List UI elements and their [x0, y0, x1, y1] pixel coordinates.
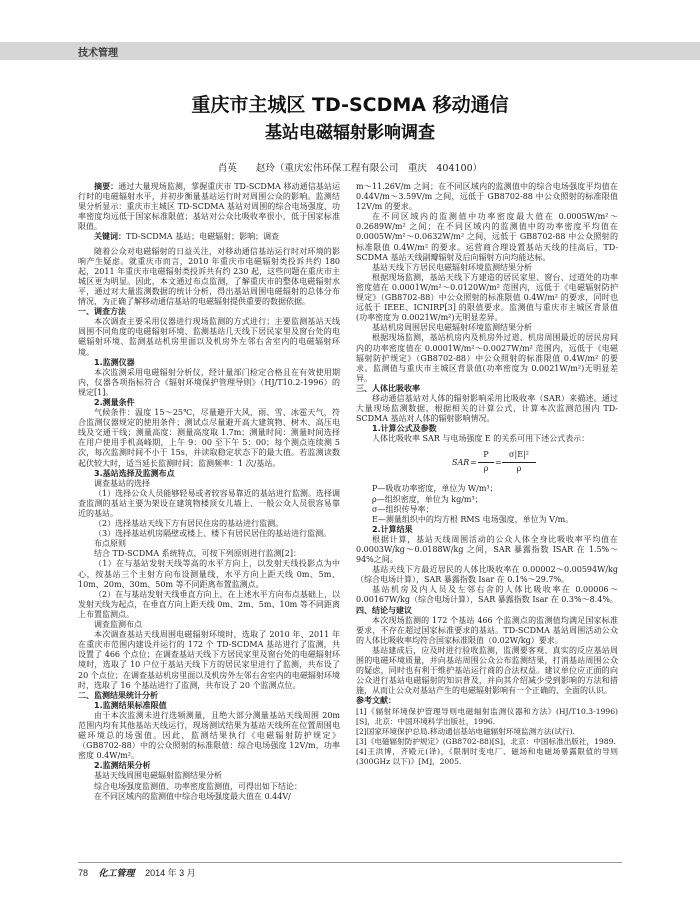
formula-denominator: ρ [483, 463, 489, 473]
sar-formula [356, 446, 618, 482]
subsection-heading: 2.计算结果 [372, 524, 413, 534]
paragraph: 本次监测采用电磁辐射分析仪，经计量部门检定合格且在有效使用期内，仪器各项指标符合《辐射环境保护管理导则》（HJ/T10.2-1996）的规定[1]。 [78, 367, 340, 397]
article-title-line1: 重庆市主城区 TD-SCDMA 移动通信 [191, 94, 509, 116]
reference-item: [1]《辐射环境保护管理导则电磁辐射监测仪器和方法》(HJ/T10.3-1996)[S]，北京：中国环境科学出版社，1996. [356, 706, 618, 726]
paragraph: 基站建成后，应及时进行验收监测，监测要客观、真实的反应基站周围的电磁环境质量，并向基站周围公众公布监测结果，打消基站周围公众的疑虑，同时也有利于维护基站运行商的合法权益。建议单位应正面的向公众进行基站电磁辐射的知识普及，并向其介绍减少受到影响的方法和措施，从而让公众对基站产生的电磁辐射影响有一个正确的、全面的认识。 [356, 645, 618, 696]
paragraph: 移动通信基站对人体的辐射影响采用比吸收率（SAR）来描述。通过大量现场监测数据，根据相关的计算公式，计算本次监测范围内 TD-SCDMA 基站对人体的辐射影响情况。 [356, 393, 618, 424]
section-heading: 四、结论与建议 [356, 605, 412, 615]
variable-definition: ρ—组织密度，单位为 kg/m³； [372, 494, 483, 504]
paragraph: 基站机房周围居民电磁辐射环境监测结果分析 [372, 323, 532, 333]
paragraph: 本次调查主要采用仪器进行现场监测的方式进行；主要监测基站天线周围不同角度的电磁辐射环境、监测基站几天线下居民家里及窗台处的电磁辐射环境、监测基站机房里面以及机房外左邻右舍室内的电磁辐射环境。 [78, 317, 340, 357]
article-title-line2: 基站电磁辐射影响调查 [265, 123, 435, 143]
abstract [78, 182, 340, 232]
paragraph: 根据现场监测，基站机房内及机房外过道、机房周围最近的居民房间内的功率密度值在 0.0001W/m²～0.0027W/m² 范围内，远低于《电磁辐射防护规定》（GB8702-88）中公众照射的标准限值 0.4W/m² 的要求。监测值与重庆市主城区背景值(功率密度为 0.0021W/m²)无明显差异。 [356, 333, 618, 383]
subsection-heading: 1.监测结果标准限值 [94, 700, 167, 710]
paragraph: 基站天线下方居民电磁辐射环境监测结果分析 [372, 262, 532, 272]
paragraph: 人体比吸收率 SAR 与电场强度 E 的关系可用下述公式表示： [372, 434, 590, 444]
paragraph: 由于本次监测未进行选频测量，且绝大部分测量基站天线周围 20m 范围内均有其他基站天线运行，现场测试结果为基站天线所在位置周围电磁环境总的场强值。因此，监测结果执行《电磁辐射防护规定》（GB8702-88）中的公众照射的标准限值：综合电场强度 12V/m，功率密度 0.4W/m²。 [78, 710, 340, 761]
variable-definition: E—测量组织中的均方根 RMS 电场强度，单位为 V/m。 [372, 514, 574, 524]
paragraph: 结合 TD-SCDMA 系统特点，可按下列原则进行监测[2]： [94, 549, 302, 559]
fraction-bar [478, 462, 494, 463]
paragraph: 气候条件：温度 15～25℃，尽量避开大风、雨、雪、冰雹天气，符合监测仪器规定的使用条件；测试点尽量避开高大建筑物、树木、高压电线及交通干线；测量高度：测量高度取 1.7m；测量时间：测量时间选择在用户使用手机高峰期，上午 9：00 至下午 5：00；每个测点连续测 5 次，每次监测时间不小于 15s，并读取稳定状态下的最大值。若监测读数起伏较大时，适当延长监测时间；监测频率：1 次/基站。 [78, 408, 340, 468]
reference-item: [3]《电磁辐射防护规定》(GB8702-88)[S]，北京：中国标准出版社，1989. [356, 736, 616, 746]
subsection-heading: 1.计算公式及参数 [372, 424, 437, 434]
paragraph: 基站机房及内人员及左邻右舍的人体比吸收率在 0.00006～0.00167W/kg（综合电场计算），SAR 暴露指数 Isar 在 0.3%～8.4%。 [356, 585, 618, 605]
paragraph: 随着公众对电磁辐射的日益关注，对移动通信基站运行时对环境的影响产生疑虑。就重庆市而言，2010 年重庆市电磁辐射类投诉共约 180 起，2011 年重庆市电磁辐射类投诉共有约 230 起，这些问题在重庆市主城区更为明显。因此，本文通过布点监测，了解重庆市的整体电磁辐射水平，通过对大量监测数据的统计分析，得出基站周围电磁辐射的总体分布情况，为正确了解移动通信基站的电磁辐射提供重要的数据依据。 [78, 246, 340, 307]
section-heading: 三、人体比吸收率 [356, 383, 420, 393]
subsection-heading: 2.测量条件 [94, 397, 135, 407]
paragraph: 调查基站的选择 [94, 478, 150, 488]
page-number: 78 [78, 868, 89, 878]
reference-item: [2]国家环境保护总局.移动通信基站电磁辐射环境监测方法(试行). [356, 726, 575, 736]
reference-item: [4]王洪博，齐殿元(译)，《限制时变电厂、磁场和电磁场暴露限值的导则(300GHz 以下)》[M]，2005. [356, 746, 618, 766]
paragraph: （2）在与基站发射天线垂直方向上，在上述水平方向布点基础上，以发射天线为起点，在垂直方向上距天线 0m、2m、5m、10m 等不同距离上布置监测点。 [78, 589, 340, 619]
paragraph: 在不同区域内的监测值中功率密度最大值在 0.0005W/m²～0.2689W/m² 之间；在不同区域内的监测值中的功率密度平均值在 0.0005W/m²～0.0632W/m² 之间，远低于 GB8702-88 中公众照射的标准限值 0.4W/m² 的要求。运营商合理设置基站天线的挂高后，TD-SCDMA 基站天线副瓣辐射及后向辐射方向均能达标。 [356, 212, 618, 262]
left-column [78, 182, 340, 802]
paragraph: （2）选择基站天线下方有居民住房的基站进行监测。 [94, 519, 284, 529]
paragraph: 综合电场强度监测值、功率密度监测值，可得出如下结论： [94, 781, 302, 791]
keywords-label: 关键词： [94, 232, 126, 242]
journal-name: 化工管理 [98, 869, 135, 879]
section-heading: 一、调查方法 [78, 307, 126, 317]
paragraph: 在不同区域内的监测值中综合电场强度最大值在 0.44V/ [94, 791, 291, 801]
footer-rule [78, 862, 622, 863]
subsection-heading: 3.基站选择及监测布点 [94, 468, 175, 478]
paragraph: 布点原则 [94, 539, 126, 549]
paragraph: （1）选择公众人员能够轻易或者较容易靠近的基站进行监测。选择调查监测的基站主要为架设在建筑物楼顶女儿墙上、一般公众人员很容易靠近的基站。 [78, 488, 340, 518]
variable-definition: P—吸收功率密度，单位为 W/m³； [372, 484, 498, 494]
right-column [356, 182, 618, 767]
paragraph: 基站天线周围电磁辐射监测结果分析 [94, 771, 222, 781]
paragraph: 调查监测布点 [94, 620, 142, 630]
formula-denominator: ρ [516, 463, 522, 473]
paragraph: （3）选择基站机房隔壁或楼上、楼下有居民居住的基站进行监测。 [94, 529, 332, 539]
variable-definition: σ—组织传导率； [372, 504, 434, 514]
paragraph: m～11.26V/m 之间；在不同区域内的监测值中的综合电场强度平均值在 0.44V/m～3.59V/m 之间，远低于 GB8702-88 中公众照射的标准限值 12V/m 的要求。 [356, 182, 618, 212]
paragraph: （1）在与基站发射天线等高的水平方向上，以发射天线投影点为中心，按基站三个主射方向布设测量线，水平方向上距天线 0m、5m、10m、20m、30m、50m 等不同距离布置监测点。 [78, 559, 340, 589]
paragraph: 基站天线下方最近居民的人体比吸收率在 0.00002～0.00594W/kg（综合电场计算），SAR 暴露指数 Isar 在 0.1%～29.7%。 [356, 565, 618, 585]
subsection-heading: 1.监测仪器 [94, 357, 135, 367]
fraction-bar [502, 462, 536, 463]
subsection-heading: 2.监测结果分析 [94, 761, 151, 771]
formula-fraction-2 [502, 450, 536, 473]
section-heading: 二、监测结果统计分析 [78, 690, 158, 700]
formula-numerator: σ|E|² [509, 450, 529, 460]
page-footer [78, 866, 196, 879]
references-heading: 参考文献： [356, 696, 396, 706]
paragraph: 本次现场监测的 172 个基站 466 个监测点的监测值均满足国家标准要求，不存在超过国家标准要求的基站。TD-SCDMA 基站周围活动公众的人体比吸收率均符合国家标准限值（0.02W/kg）要求。 [356, 615, 618, 645]
paragraph: 根据计算，基站天线周围活动的公众人体全身比吸收率平均值在 0.0003W/kg～0.0188W/kg 之间，SAR 暴露指数 ISAR 在 1.5%～94%之间。 [356, 534, 618, 565]
issue-date: 2014 年 3 月 [145, 868, 196, 878]
section-label: 技术管理 [78, 48, 118, 59]
author-line: 肖英 赵玲（重庆宏伟环保工程有限公司 重庆 404100） [217, 163, 483, 174]
formula-equals: = [495, 458, 502, 468]
formula-numerator: P [483, 450, 489, 460]
formula-equals: = [470, 458, 477, 468]
paragraph: 根据现场监测，基站天线下方建造的居民家里、窗台、过道处的功率密度值在 0.0001W/m²～0.0120W/m² 范围内，远低于《电磁辐射防护规定》（GB8702-88）中公众照射的标准限值 0.4W/m² 的要求，同时也远低于 IEEE、ICNIRP[3] 的限值要求。监测值与重庆市主城区背景值(功率密度为 0.0021W/m²)无明显差异。 [356, 272, 618, 323]
keywords [78, 232, 340, 242]
formula-lhs: SAR [452, 458, 470, 468]
abstract-label: 摘要： [94, 182, 119, 191]
paragraph: 本次调查基站天线周围电磁辐射环境时，选取了 2010 年、2011 年在重庆市范围内建设并运行的 172 个 TD-SCDMA 基站进行了监测，共设置了 466 个点位；在调查基站天线下方居民家里及窗台处的电磁辐射环境时，选取了 10 户位于基站天线下方的居民家里进行了监测，共布设了 20 个点位；在调查基站机房里面以及机房外左邻右舍室内的电磁辐射环境时，选取了 16 个基站进行了监测，共布设了 20 个监测点位。 [78, 630, 340, 690]
formula-fraction-1 [478, 450, 494, 473]
keywords-text: TD-SCDMA 基站；电磁辐射；影响；调查 [126, 232, 280, 242]
abstract-text: 通过大量现场监测，掌握重庆市 TD-SCDMA 移动通信基站运行时的电磁辐射水平，并初步衡量基站运行时对周围公众的影响。监测结果分析显示：重庆市主城区 TD-SCDMA 基站对周围的综合电场强度、功率密度均远低于国家标准限值；基站对公众比吸收率很小，低于国家标准限值。 [78, 182, 340, 232]
